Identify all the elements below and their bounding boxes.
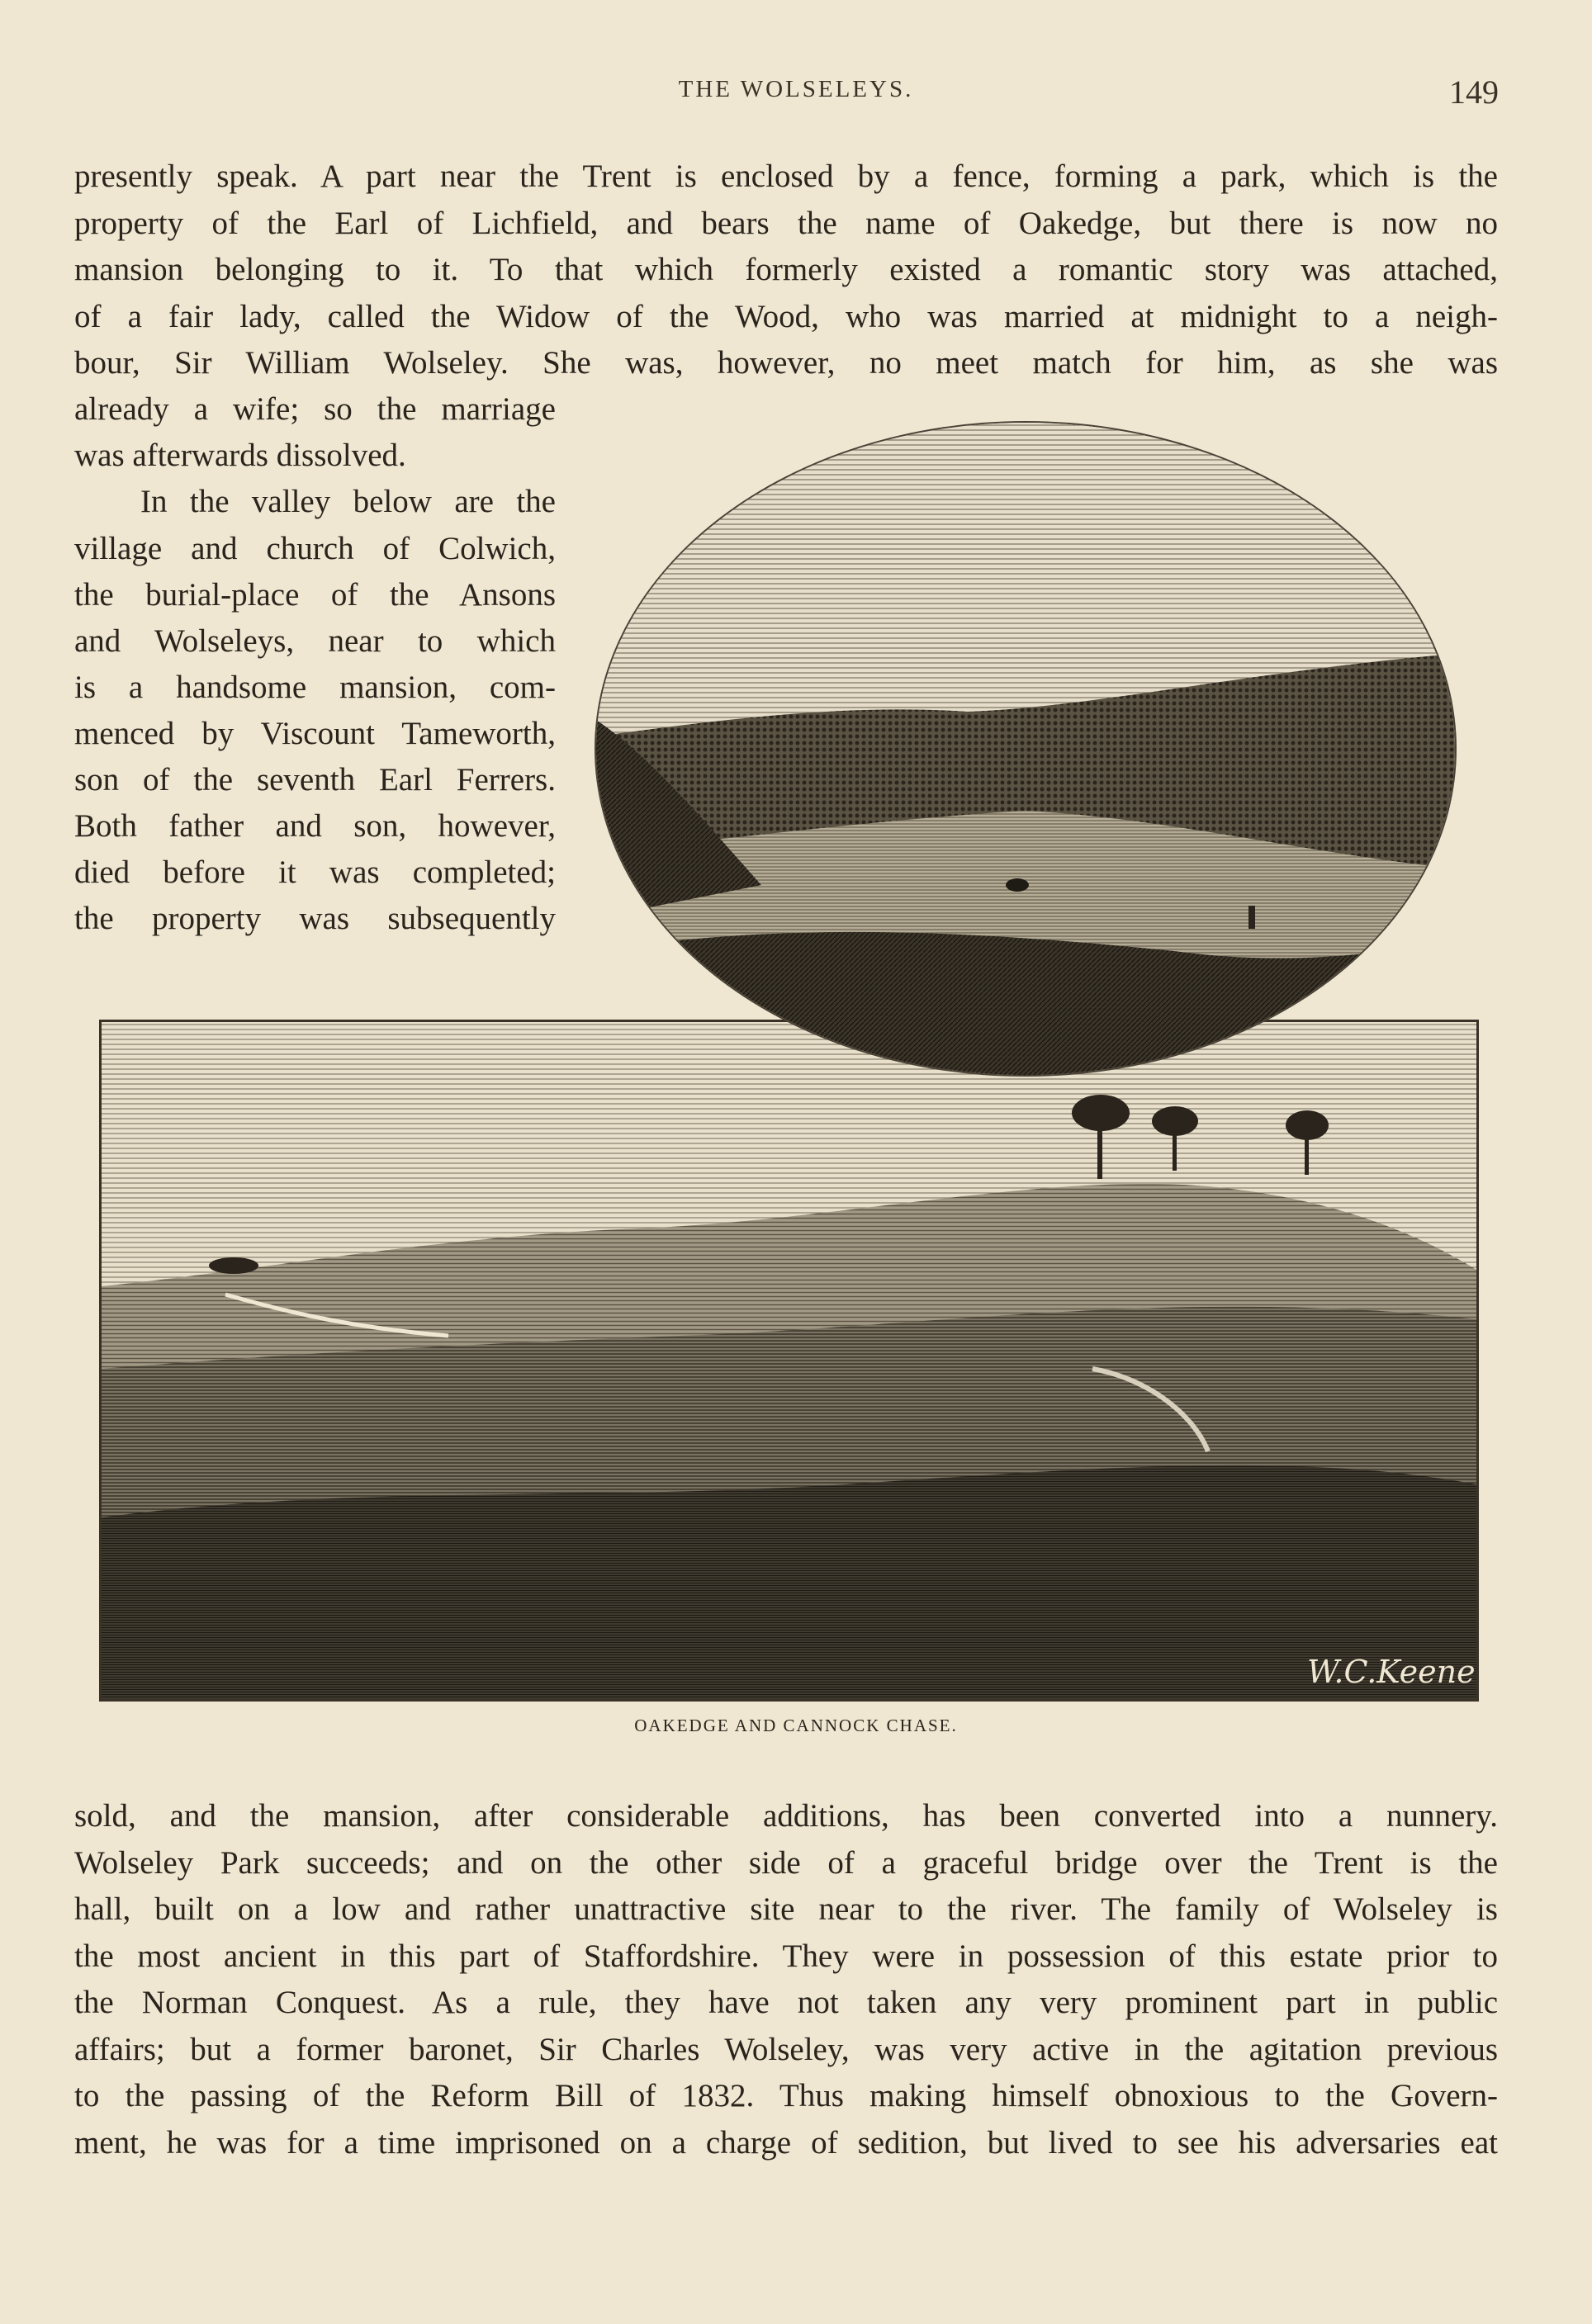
running-header: THE WOLSELEYS. <box>678 76 914 102</box>
bottom-text-line: ment, he was for a time imprisoned on a charge of sedition, but lived to see his adversaries eat <box>74 2125 1498 2161</box>
top-text-line: presently speak. A part near the Trent is enclosed by a fence, forming a park, which is the <box>74 159 1498 194</box>
top-text-line: bour, Sir William Wolseley. She was, however, no meet match for him, as she was <box>74 345 1498 381</box>
side-text-line: village and church of Colwich, <box>74 531 556 566</box>
bottom-text-line: hall, built on a low and rather unattractive site near to the river. The family of Wolseley is <box>74 1891 1498 1927</box>
side-text-line: the burial-place of the Ansons <box>74 577 556 613</box>
oakedge-oval-engraving <box>595 421 1457 1077</box>
side-text-line: was afterwards dissolved. <box>74 438 406 473</box>
bottom-text-line: Wolseley Park succeeds; and on the other side of a graceful bridge over the Trent is the <box>74 1845 1498 1881</box>
bottom-text-line: the most ancient in this part of Staffordshire. They were in possession of this estate prior to <box>74 1938 1498 1974</box>
side-text-line: already a wife; so the marriage <box>74 391 556 427</box>
bottom-text-line: the Norman Conquest. As a rule, they have not taken any very prominent part in public <box>74 1985 1498 2020</box>
bottom-text-line: to the passing of the Reform Bill of 1832. Thus making himself obnoxious to the Govern- <box>74 2078 1498 2113</box>
side-text-line: menced by Viscount Tameworth, <box>74 716 556 751</box>
illustration-caption: OAKEDGE AND CANNOCK CHASE. <box>634 1716 958 1735</box>
side-text-line: is a handsome mansion, com- <box>74 670 556 705</box>
side-text-line: Both father and son, however, <box>74 808 556 844</box>
side-text-line: In the valley below are the <box>140 484 556 519</box>
side-text-line: died before it was completed; <box>74 854 556 890</box>
bottom-text-line: sold, and the mansion, after considerable additions, has been converted into a nunnery. <box>74 1798 1498 1834</box>
top-text-line: mansion belonging to it. To that which formerly existed a romantic story was attached, <box>74 252 1498 287</box>
top-text-line: of a fair lady, called the Widow of the Wood, who was married at midnight to a neigh- <box>74 299 1498 334</box>
page-number: 149 <box>1449 73 1499 111</box>
cannock-chase-engraving <box>99 1020 1479 1702</box>
bottom-text-line: affairs; but a former baronet, Sir Charles Wolseley, was very active in the agitation previous <box>74 2032 1498 2067</box>
side-text-line: son of the seventh Earl Ferrers. <box>74 762 556 798</box>
engraver-signature: W.C.Keene <box>1307 1654 1476 1690</box>
top-text-line: property of the Earl of Lichfield, and bears the name of Oakedge, but there is now no <box>74 206 1498 241</box>
side-text-line: and Wolseleys, near to which <box>74 623 556 659</box>
side-text-line: the property was subsequently <box>74 901 556 936</box>
